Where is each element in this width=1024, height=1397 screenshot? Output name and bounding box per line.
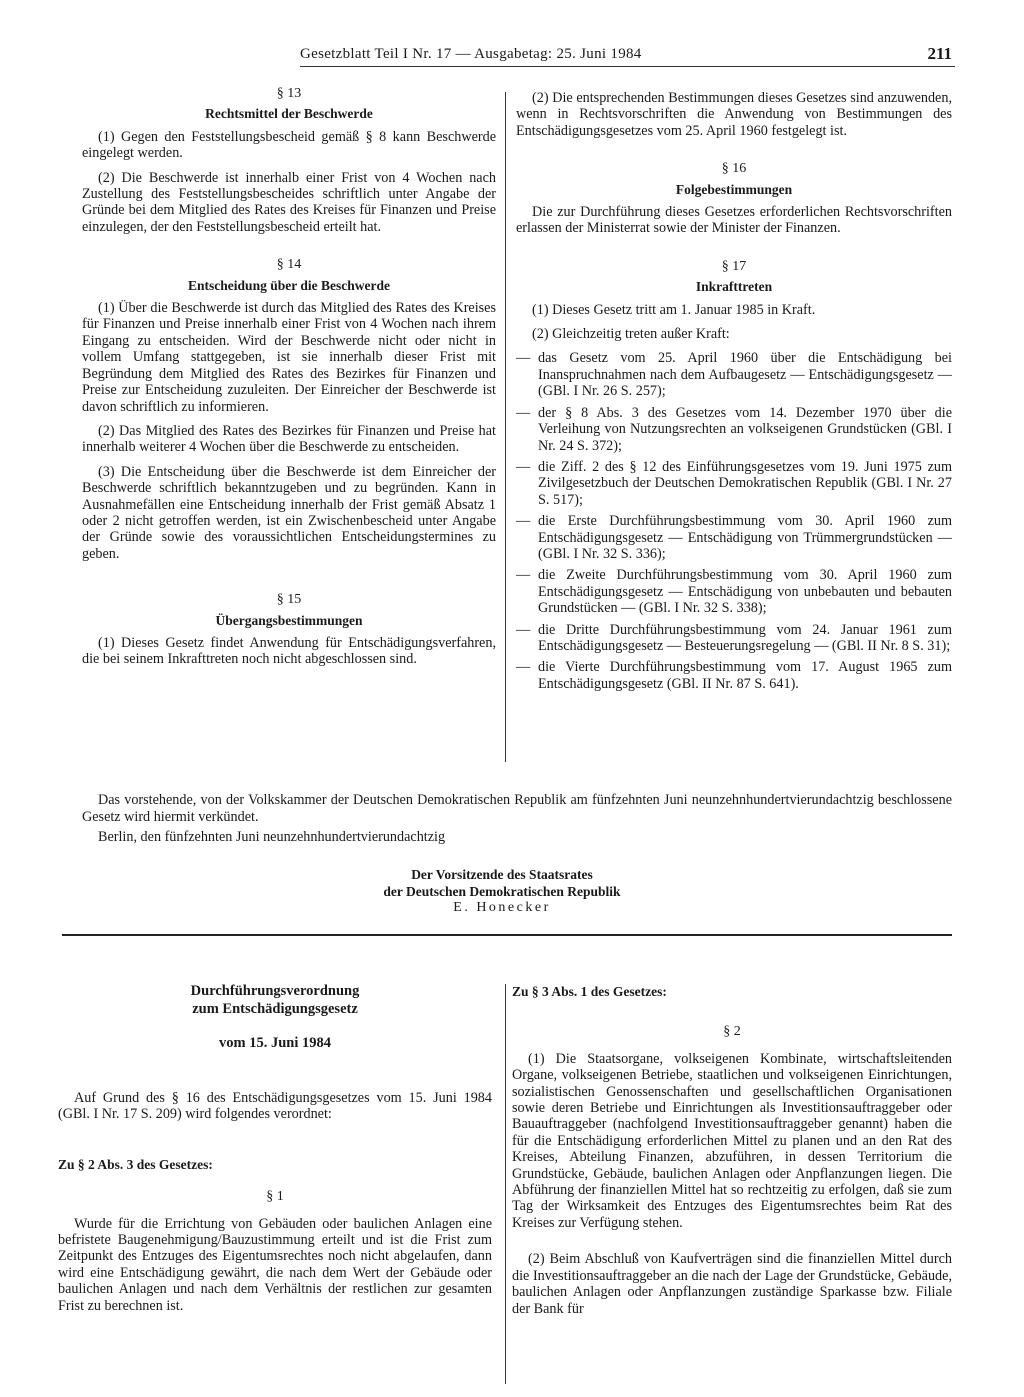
promulgation-text: Das vorstehende, von der Volkskammer der Deutschen Demokratischen Republik am fünfzehnten Juni neunzehnhundertvierundachtzig beschlossene Gesetz wird hiermit verkündet. [82,792,952,825]
section-14-paragraph-2: (2) Das Mitglied des Rates des Bezirkes für Finanzen und Preise hat innerhalb weiterer 4 Wochen über die Beschwerde zu entscheiden. [82,422,496,456]
section-13-number: § 13 [276,86,302,101]
decree-section-1-text: Wurde für die Errichtung von Gebäuden oder baulichen Anlagen eine befristete Baugenehmigung/Bauzustimmung erteilt und ist die Frist zum Zeitpunkt des Entzuges des Eigentumsrechtes noch nicht abgelaufen, dann wird eine Entschädigung gewährt, die nach dem Wert der Gebäude oder baulichen Anlagen und nach dem Verhältnis der restlichen zur gesamten Frist zu berechnen ist. [58,1215,492,1314]
decree-section-2-number: § 2 [723,1024,741,1040]
right-column [516,90,952,697]
section-17-paragraph-2: (2) Gleichzeitig treten außer Kraft: [532,326,730,343]
repealed-list [516,350,952,692]
section-14-paragraph-3: (3) Die Entscheidung über die Beschwerde ist dem Einreicher der Beschwerde schriftlich bekanntzugeben und zu begründen. Kann in Ausnahmefällen eine Entscheidung innerhalb der Frist gemäß Absatz 1 oder 2 nicht getroffen werden, ist ein Zwischenbescheid unter Angabe der Gründe sowie des voraussichtlichen Entscheidungstermines zu geben. [82,463,496,562]
section-13-paragraph-1: (1) Gegen den Feststellungsbescheid gemäß § 8 kann Beschwerde eingelegt werden. [82,128,496,162]
section-17-paragraph-1: (1) Dieses Gesetz tritt am 1. Januar 1985 in Kraft. [532,301,816,318]
section-16-paragraph-1: Die zur Durchführung dieses Gesetzes erforderlichen Rechtsvorschriften erlassen der Ministerrat sowie der Minister der Finanzen. [516,204,952,237]
decree-date: vom 15. Juni 1984 [219,1035,331,1051]
list-item: — die Erste Durchführungsbestimmung vom 30. April 1960 zum Entschädigungsgesetz — Entschädigung von Trümmergrundstücken — (GBl. I Nr. 32 S. 336); [516,513,952,562]
page-number: 211 [927,44,952,63]
decree-section-1-number: § 1 [266,1189,284,1205]
section-16-number: § 16 [721,161,747,177]
section-15-paragraph-1: (1) Dieses Gesetz findet Anwendung für Entschädigungsverfahren, die bei seinem Inkrafttreten noch nicht abgeschlossen sind. [82,634,496,668]
section-15-title: Übergangsbestimmungen [215,612,363,628]
list-item: — der § 8 Abs. 3 des Gesetzes vom 14. Dezember 1970 über die Verleihung von Nutzungsrechten an volkseigenen Grundstücken (GBl. I Nr. 24 S. 372); [516,404,952,454]
section-14-title: Entscheidung über die Beschwerde [188,277,390,293]
decree-section-2-paragraph-2: (2) Beim Abschluß von Kaufverträgen sind die finanziellen Mittel durch die Investitionsauftraggeber an die nach der Lage der Grundstücke, Gebäude, baulichen Anlagen oder Anpflanzungen zuständige Sparkasse bzw. Filiale der Bank für [512,1251,952,1317]
section-15-number: § 15 [276,592,302,608]
place-and-date: Berlin, den fünfzehnten Juni neunzehnhundertvierundachtzig [98,829,446,846]
gazette-title: Gesetzblatt Teil I Nr. 17 — Ausgabetag: 25. Juni 1984 [300,46,642,62]
signatory-name: E. Honecker [453,899,551,915]
signatory-title: Der Vorsitzende des Staatsrates der Deutschen Demokratischen Republik [383,866,621,899]
section-separator [62,934,952,936]
section-14-number: § 14 [276,257,302,273]
list-item: — die Vierte Durchführungsbestimmung vom 17. August 1965 zum Entschädigungsgesetz (GBl. II Nr. 87 S. 641). [516,659,952,692]
section-15-paragraph-2: (2) Die entsprechenden Bestimmungen dieses Gesetzes sind anzuwenden, wenn in Rechtsvorschriften die Anwendung von Bestimmungen des Entschädigungsgesetzes vom 25. April 1960 festgelegt ist. [516,90,952,139]
list-item: — das Gesetz vom 25. April 1960 über die Entschädigung bei Inanspruchnahmen nach dem Aufbaugesetz — Entschädigungsgesetz — (GBl. I Nr. 26 S. 257); [516,350,952,400]
decree-left-column [58,982,492,1322]
header-rule [300,66,955,67]
section-13-paragraph-2: (2) Die Beschwerde ist innerhalb einer Frist von 4 Wochen nach Zustellung des Feststellungsbescheides schriftlich unter Angabe der Gründe bei dem Mitglied des Rates des Kreises für Finanzen und Preise einzulegen, der den Feststellungsbescheid erteilt hat. [82,169,496,235]
page-header [300,44,960,74]
list-item: — die Zweite Durchführungsbestimmung vom 30. April 1960 zum Entschädigungsgesetz — Entschädigung von unbebauten und bebauten Grundstücken — (GBl. I Nr. 32 S. 338); [516,567,952,617]
decree-preamble: Auf Grund des § 16 des Entschädigungsgesetzes vom 15. Juni 1984 (GBl. I Nr. 17 S. 209) wird folgendes verordnet: [58,1090,492,1123]
subheading-s3-abs1: Zu § 3 Abs. 1 des Gesetzes: [512,984,667,999]
decree-section-2-paragraph-1: (1) Die Staatsorgane, volkseigenen Kombinate, wirtschaftsleitenden Organe, volkseigenen Betriebe, staatlichen und volkseigenen Einrichtungen, sozialistischen Genossenschaften und gesellschaftlichen Organisationen sowie deren Betriebe und Einrichtungen als Investitionsauftraggeber oder Bauauftraggeber (nachfolgend Investitionsauftraggeber genannt) haben die für die Entschädigung erforderlichen Mittel zu planen und an den Rat des Kreises, Abteilung Finanzen, abzuführen, in dessen Territorium die Grundstücke, Gebäude, baulichen Anlagen oder Anpflanzungen liegen. Die Abführung der finanziellen Mittel hat so rechtzeitig zu erfolgen, daß sie zum Tag der Wirksamkeit des Entzuges des Eigentumsrechtes beim Rat des Kreises zur Verfügung stehen. [512,1050,952,1231]
section-13-title: Rechtsmittel der Beschwerde [205,106,373,122]
list-item: — die Dritte Durchführungsbestimmung vom 24. Januar 1961 zum Entschädigungsgesetz — Besteuerungsregelung — (GBl. II Nr. 8 S. 31); [516,621,952,654]
section-17-number: § 17 [721,258,747,274]
section-16-title: Folgebestimmungen [675,181,793,197]
decree-title: Durchführungsverordnung zum Entschädigungsgesetz [190,983,360,1017]
list-item: — die Ziff. 2 des § 12 des Einführungsgesetzes vom 19. Juni 1975 zum Zivilgesetzbuch der Deutschen Demokratischen Republik (GBl. I Nr. 27 S. 517); [516,458,952,508]
column-divider-lower [505,984,506,1384]
promulgation-block [82,792,952,916]
section-14-paragraph-1: (1) Über die Beschwerde ist durch das Mitglied des Rates des Kreises für Finanzen und Preise innerhalb einer Frist von 4 Wochen nach ihrem Eingang zu entscheiden. Wird der Beschwerde nicht oder nicht in vollem Umfang stattgegeben, ist sie innerhalb dieser Frist mit Begründung dem Mitglied des Rates des Bezirkes für Finanzen und Preise zur Entscheidung zuzuleiten. Der Einreicher der Beschwerde ist davon schriftlich zu informieren. [82,300,496,415]
decree-right-column [512,984,952,1325]
section-17-title: Inkrafttreten [695,279,773,295]
subheading-s2-abs3: Zu § 2 Abs. 3 des Gesetzes: [58,1156,213,1172]
column-divider-upper [505,92,506,762]
left-column [82,86,496,676]
